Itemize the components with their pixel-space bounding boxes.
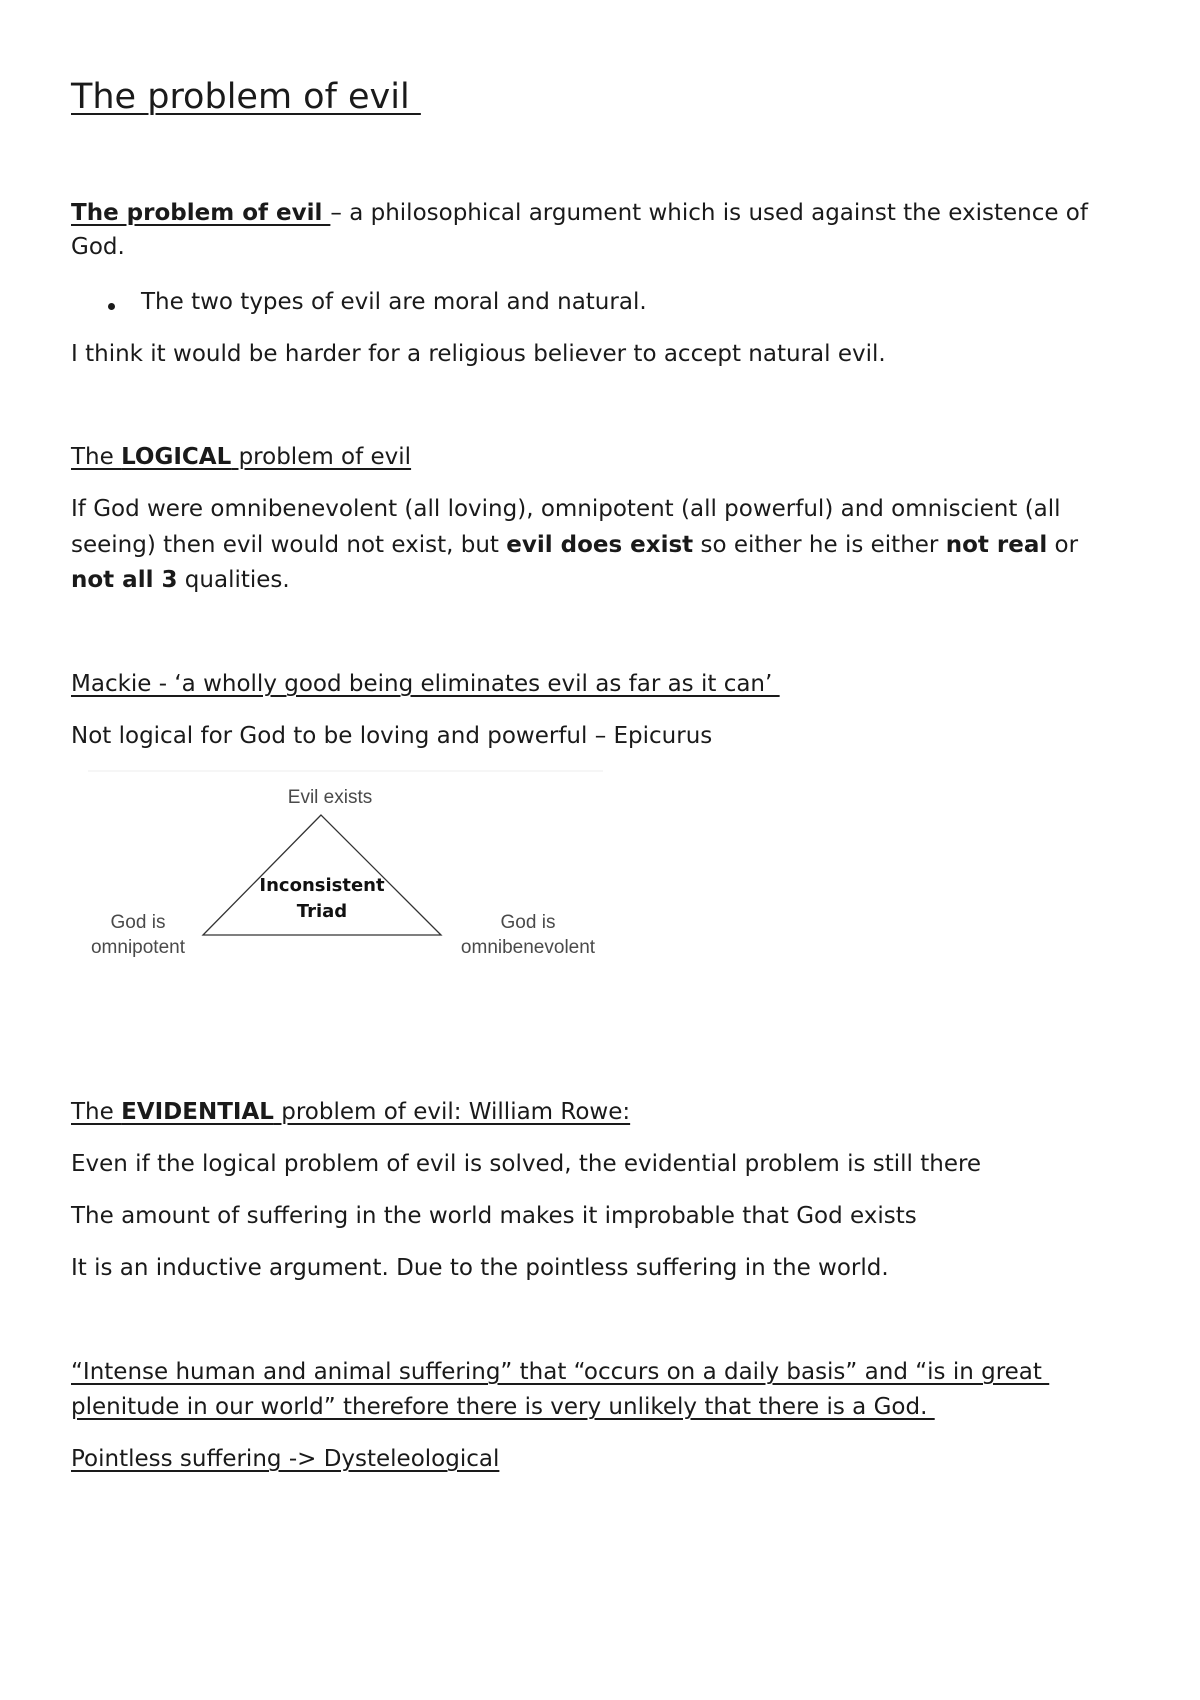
triad-center-line-2: Triad [296,901,348,922]
inconsistent-triad-diagram [88,770,603,970]
logical-line-3-b: qualities. [177,567,290,593]
bullet-dot-icon [108,303,115,310]
rowe-quote-line-2: plenitude in our world” therefore there is very unlikely that there is a God. [71,1394,935,1420]
logical-heading-pre: The [71,444,122,470]
evidential-heading [71,1095,630,1129]
logical-heading-bold: LOGICAL [121,444,232,470]
logical-line-2-bold-1: evil does exist [506,532,694,558]
logical-line-2-a: seeing) then evil would not exist, but [71,532,507,558]
epicurus-line: Not logical for God to be loving and powerful – Epicurus [71,723,713,749]
logical-line-3 [71,563,290,597]
logical-line-2 [71,528,1078,562]
triad-left-line-2: omnipotent [90,937,186,958]
logical-line-3-bold: not all 3 [71,567,178,593]
definition-continuation: God. [71,234,125,260]
logical-line-1: If God were omnibenevolent (all loving), omnipotent (all powerful) and omniscient (all [71,496,1061,522]
triad-svg [88,770,603,970]
definition-text: – a philosophical argument which is used against the existence of [330,200,1088,226]
evidential-line-2: The amount of suffering in the world makes it improbable that God exists [71,1203,917,1229]
triad-right-line-1: God is [500,912,556,933]
triad-center-line-1: Inconsistent [259,875,385,896]
rowe-quote-line-1: “Intense human and animal suffering” that “occurs on a daily basis” and “is in great [71,1359,1050,1385]
logical-heading [71,440,411,474]
bullet-item: The two types of evil are moral and natural. [141,289,647,315]
page-title: The problem of evil [71,77,421,117]
logical-line-2-e: or [1047,532,1079,558]
opinion-text: I think it would be harder for a religious believer to accept natural evil. [71,341,886,367]
logical-line-2-bold-2: not real [945,532,1048,558]
evidential-heading-bold: EVIDENTIAL [121,1099,274,1125]
triad-right-line-2: omnibenevolent [460,937,596,958]
triad-top-label: Evil exists [287,787,373,808]
dysteleological-line: Pointless suffering -> Dysteleological [71,1446,500,1472]
evidential-line-3: It is an inductive argument. Due to the pointless suffering in the world. [71,1255,889,1281]
mackie-quote: Mackie - ‘a wholly good being eliminates evil as far as it can’ [71,671,780,697]
definition-term: The problem of evil [71,200,331,226]
definition-line [71,196,1088,230]
evidential-heading-post: problem of evil: William Rowe: [273,1099,631,1125]
logical-line-2-c: so either he is either [693,532,946,558]
evidential-line-1: Even if the logical problem of evil is solved, the evidential problem is still there [71,1151,982,1177]
logical-heading-post: problem of evil [231,444,412,470]
evidential-heading-pre: The [71,1099,122,1125]
triad-left-line-1: God is [110,912,166,933]
